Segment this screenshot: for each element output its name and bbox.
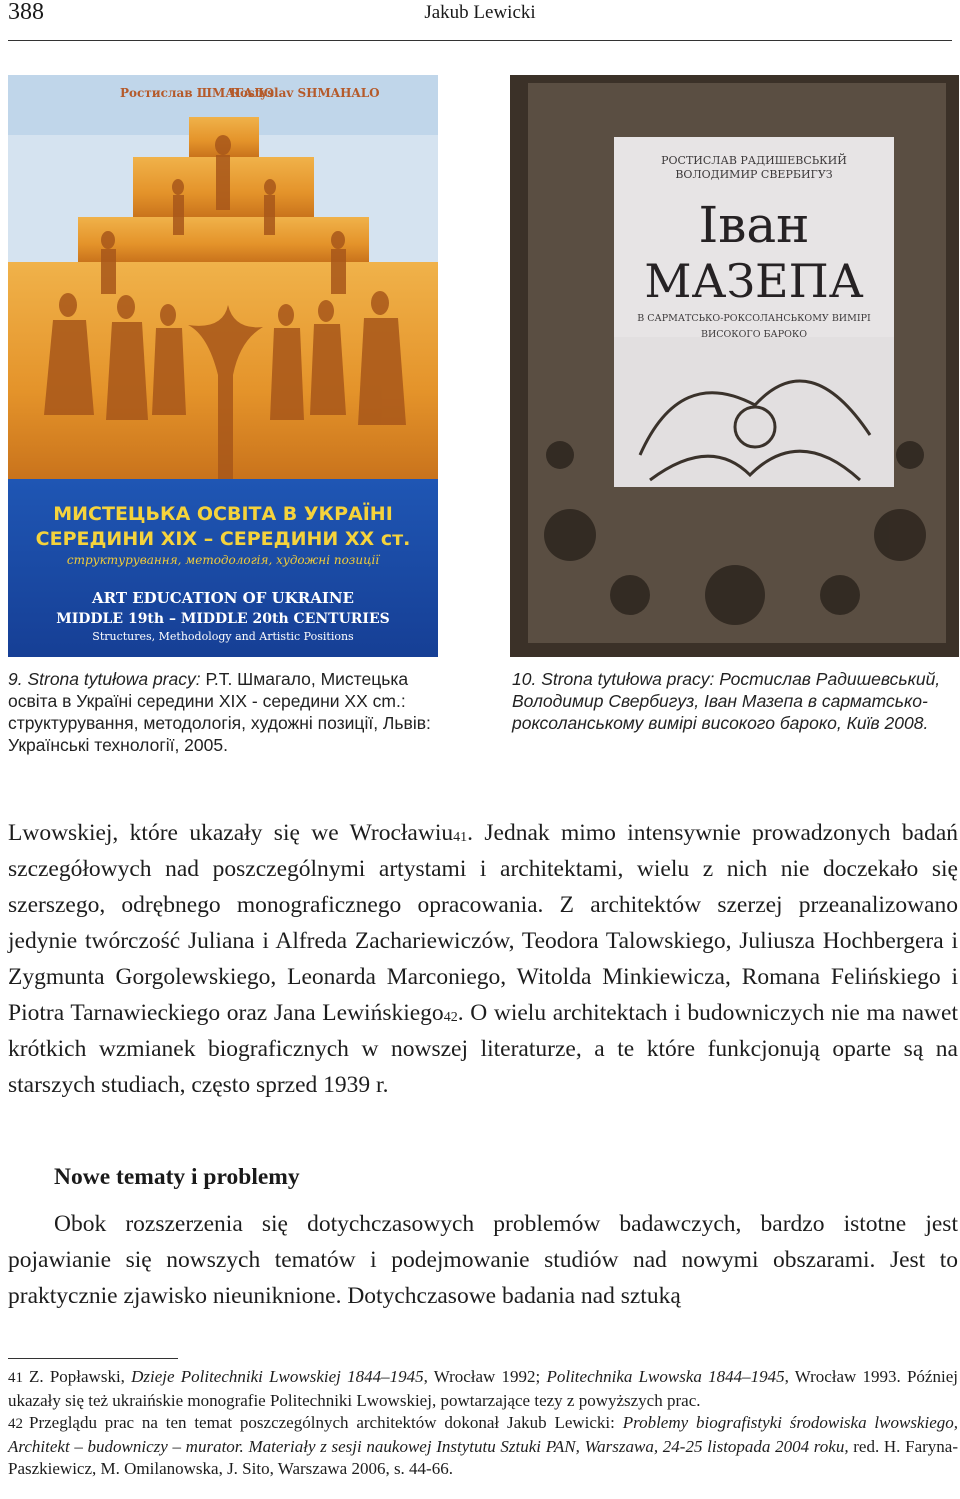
body-paragraph-2: Obok rozszerzenia się dotychczasowych problemów badawczych, bardzo istotne jest pojawianie się nowszych tematów i podejmowanie studiów nad nowymi obszarami. Jest to praktycznie zjawisko nieuniknione. Dotychczasowe badania nad sztuką (8, 1211, 958, 1309)
footnote-41-text-e: , Wrocław 1993. Później ukazały się też ukraińskie monografie Politechniki Lwowskiej, powtarzające tezy z powyższych prac. (8, 1367, 958, 1410)
cover-subtitle-ua: структурування, методологія, художні позиції (66, 553, 380, 567)
page-header (8, 0, 952, 41)
cover-authors-2: ВОЛОДИМИР СВЕРБИГУЗ (675, 168, 833, 181)
paragraph-1-text-a: Lwowskiej, które ukazały się we Wrocławiu (8, 820, 454, 846)
figure-10-caption: 10. Strona tytułowa pracy: Ростислав Радишевський, Володимир Свербигуз, Іван Мазепа в сарматсько-роксоланському вимірі високого бароко, Київ 2008. (512, 669, 941, 733)
page-number: 388 (8, 0, 44, 25)
footnote-42-title: Problemy biografistyki środowiska lwowskiego, Architekt – budowniczy – murator. Materiały z sesji naukowej Instytutu Sztuki PAN, Warszawa, 24-25 listopada 2004 roku, (8, 1413, 958, 1456)
cover-subtitle-en: Structures, Methodology and Artistic Positions (92, 630, 354, 643)
figure-9-caption-text: Р.Т. Шмагало, Мистецька освіта в Україні середини XIX - середини XX cm.: структурування, методологія, художні позиції, Львів: Українські технології, 2005. (8, 669, 431, 755)
book-cover-art-education (8, 75, 438, 657)
cover-title-2: МАЗЕПА (644, 254, 864, 308)
book-cover-mazepa (510, 75, 959, 657)
cover-title-en-1: ART EDUCATION OF UKRAINE (91, 589, 355, 607)
figure-10-image (510, 75, 959, 657)
footnote-42-number: 42 (8, 1416, 23, 1432)
footnote-42 (8, 1412, 958, 1481)
footnote-42-text-a: Przeglądu prac na ten temat poszczególnych architektów dokonał Jakub Lewicki: (29, 1413, 623, 1432)
cover-authors-1: РОСТИСЛАВ РАДИШЕВСЬКИЙ (661, 154, 847, 167)
footnote-42-text-c: red. H. Faryna-Paszkiewicz, M. Omilanowska, J. Sito, Warszawa 2006, s. 44-66. (8, 1436, 958, 1478)
figure-9-image (8, 75, 438, 657)
cover-title-en-2: MIDDLE 19th – MIDDLE 20th CENTURIES (56, 611, 390, 627)
cover-title-ua-1: МИСТЕЦЬКА ОСВІТА В УКРАЇНІ (53, 503, 393, 525)
cover-author-ua: Ростислав ШМАГАЛО (120, 86, 275, 100)
cover-title-ua-2: СЕРЕДИНИ XIX – СЕРЕДИНИ XX ст. (35, 528, 411, 550)
figure-9-caption-prefix: 9. Strona tytułowa pracy: (8, 669, 206, 689)
footnote-41-number: 41 (8, 1370, 23, 1386)
running-head: Jakub Lewicki (424, 2, 536, 23)
cover-subtitle-2: ВИСОКОГО БАРОКО (700, 329, 808, 340)
footnote-41 (8, 1366, 958, 1412)
footnote-ref-41[interactable]: 41 (453, 830, 468, 845)
paragraph-1-text-b: . Jednak mimo intensywnie prowadzonych badań szczegółowych nad poszczególnymi artystami i architektami, wielu z nich nie doczekało się szerszego, odrębnego monograficznego opracowania. Z architektów szerzej przeanalizowano jedynie twórczość Juliana i Alfreda Zachariewiczów, Teodora Talowskiego, Juliusza Hochbergera i Zygmunta Gorgolewskiego, Leonarda Marconiego, Witolda Minkiewicza, Romana Felińskiego i Piotra Tarnawieckiego oraz Jana Lewińskiego (8, 820, 958, 1026)
paragraph-1-text-c: . O wielu architektach i budowniczych nie ma nawet krótkich wzmianek biograficznych w nowszej literaturze, a te które funkcjonują oparte są na starszych studiach, często sprzed 1939 r. (8, 1000, 958, 1098)
footnote-41-text-a: Z. Popławski, (29, 1367, 132, 1386)
footnote-divider (8, 1358, 178, 1359)
footnote-41-title-1: Dzieje Politechniki Lwowskiej 1844–1945 (131, 1367, 424, 1386)
footnotes (8, 1366, 958, 1481)
cover-title-1: Іван (698, 196, 810, 254)
section-heading: Nowe tematy i problemy (54, 1164, 300, 1190)
footnote-ref-42[interactable]: 42 (443, 1010, 458, 1025)
cover-subtitle-1: В САРМАТСЬКО-РОКСОЛАНСЬКОМУ ВИМІРІ (637, 313, 871, 324)
cover-author-en: Rostyslav SHMAHALO (230, 86, 380, 100)
figure-9-caption (8, 668, 438, 756)
footnote-41-title-2: Politechnika Lwowska 1844–1945 (546, 1367, 785, 1386)
footnote-41-text-c: , Wrocław 1992; (423, 1367, 547, 1386)
body-paragraph-1 (8, 815, 958, 1103)
